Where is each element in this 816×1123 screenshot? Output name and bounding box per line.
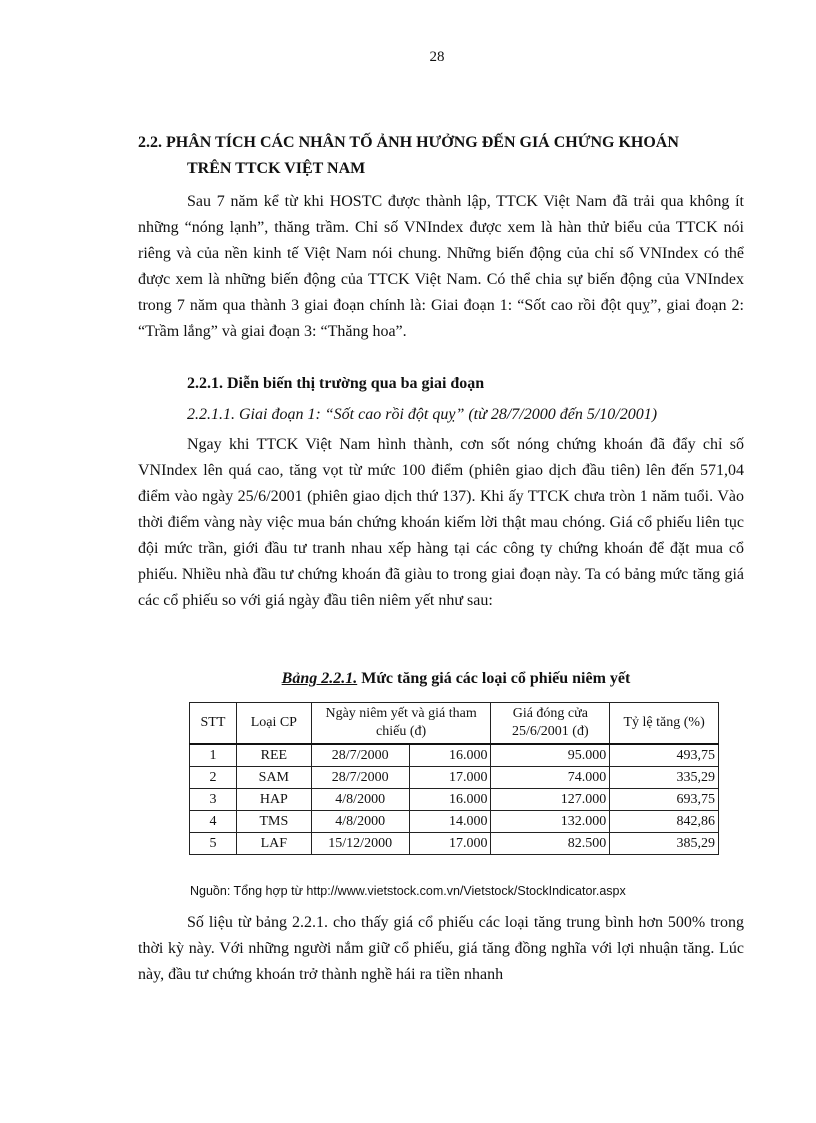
cell-close-price: 82.500: [491, 833, 610, 855]
header-gia-dong-cua: Giá đóng cửa 25/6/2001 (đ): [491, 703, 610, 745]
cell-close-price: 74.000: [491, 767, 610, 789]
cell-date: 4/8/2000: [311, 811, 409, 833]
header-stt: STT: [190, 703, 237, 745]
paragraph-intro: [138, 189, 744, 345]
stock-price-table: [189, 702, 719, 855]
paragraph-analysis-text: Số liệu từ bảng 2.2.1. cho thấy giá cổ phiếu các loại tăng trung bình hơn 500% trong thời kỳ này. Với những người nắm giữ cổ phiếu, giá tăng đồng nghĩa với lợi nhuận tăng. Lúc này, đầu tư chứng khoán trở thành nghề hái ra tiền nhanh: [138, 914, 744, 983]
cell-date: 28/7/2000: [311, 744, 409, 767]
cell-close-price: 127.000: [491, 789, 610, 811]
paragraph-phase1-text: Ngay khi TTCK Việt Nam hình thành, cơn sốt nóng chứng khoán đã đẩy chỉ số VNIndex lên quá cao, tăng vọt từ mức 100 điểm (phiên giao dịch đầu tiên) lên đến 571,04 điểm vào ngày 25/6/2001 (phiên giao dịch thứ 137). Khi ấy TTCK chưa tròn 1 năm tuổi. Vào thời điểm vàng này việc mua bán chứng khoán kiếm lời thật mau chóng. Giá cổ phiếu liên tục đội mức trần, giới đầu tư tranh nhau xếp hàng tại các công ty chứng khoán để đặt mua cổ phiếu. Nhiều nhà đầu tư chứng khoán đã giàu to trong giai đoạn này. Ta có bảng mức tăng giá các cổ phiếu so với giá ngày đầu tiên niêm yết như sau:: [138, 436, 744, 609]
cell-rate: 842,86: [610, 811, 719, 833]
cell-stt: 3: [190, 789, 237, 811]
table-caption-label: Bảng 2.2.1.: [281, 670, 358, 687]
cell-code: SAM: [236, 767, 311, 789]
cell-code: TMS: [236, 811, 311, 833]
cell-ref-price: 16.000: [409, 744, 491, 767]
section-heading-2-2-line2: TRÊN TTCK VIỆT NAM: [187, 160, 366, 177]
cell-rate: 493,75: [610, 744, 719, 767]
cell-ref-price: 17.000: [409, 767, 491, 789]
header-loai-cp: Loại CP: [236, 703, 311, 745]
cell-rate: 335,29: [610, 767, 719, 789]
table-row: [190, 744, 719, 767]
cell-date: 15/12/2000: [311, 833, 409, 855]
subsection-heading-2-2-1: 2.2.1. Diễn biến thị trường qua ba giai đoạn: [187, 375, 485, 392]
cell-rate: 385,29: [610, 833, 719, 855]
cell-ref-price: 16.000: [409, 789, 491, 811]
cell-ref-price: 17.000: [409, 833, 491, 855]
table-row: [190, 811, 719, 833]
header-ty-le-tang: Tỷ lệ tăng (%): [610, 703, 719, 745]
cell-rate: 693,75: [610, 789, 719, 811]
header-ngay-niem-yet: Ngày niêm yết và giá tham chiếu (đ): [311, 703, 491, 745]
table-caption: [0, 670, 816, 688]
cell-code: LAF: [236, 833, 311, 855]
cell-close-price: 132.000: [491, 811, 610, 833]
table-row: [190, 767, 719, 789]
paragraph-analysis: [138, 910, 744, 988]
section-heading-2-2-line1: 2.2. PHÂN TÍCH CÁC NHÂN TỐ ẢNH HƯỞNG ĐẾN GIÁ CHỨNG KHOÁN: [138, 134, 679, 151]
table-row: [190, 789, 719, 811]
table-caption-text: Mức tăng giá các loại cổ phiếu niêm yết: [357, 670, 631, 687]
cell-code: HAP: [236, 789, 311, 811]
paragraph-intro-text: Sau 7 năm kể từ khi HOSTC được thành lập, TTCK Việt Nam đã trải qua không ít những “nóng lạnh”, thăng trầm. Chỉ số VNIndex được xem là hàn thử biểu của TTCK nói riêng và của nền kinh tế Việt Nam nói chung. Những biến động của chỉ số VNIndex có thể được xem là những biến động của TTCK Việt Nam. Có thể chia sự biến động của VNIndex trong 7 năm qua thành 3 giai đoạn chính là: Giai đoạn 1: “Sốt cao rồi đột quỵ”, giai đoạn 2: “Trầm lắng” và giai đoạn 3: “Thăng hoa”.: [138, 193, 744, 340]
subsection-heading-2-2-1-1: 2.2.1.1. Giai đoạn 1: “Sốt cao rồi đột quỵ” (từ 28/7/2000 đến 5/10/2001): [187, 406, 658, 423]
cell-ref-price: 14.000: [409, 811, 491, 833]
table-row: [190, 833, 719, 855]
cell-stt: 2: [190, 767, 237, 789]
cell-date: 4/8/2000: [311, 789, 409, 811]
cell-code: REE: [236, 744, 311, 767]
cell-stt: 1: [190, 744, 237, 767]
cell-stt: 4: [190, 811, 237, 833]
table-source-note: Nguồn: Tổng hợp từ http://www.vietstock.com.vn/Vietstock/StockIndicator.aspx: [190, 884, 626, 898]
table-header-row: [190, 703, 719, 745]
cell-date: 28/7/2000: [311, 767, 409, 789]
cell-stt: 5: [190, 833, 237, 855]
cell-close-price: 95.000: [491, 744, 610, 767]
page-number: 28: [429, 49, 445, 65]
paragraph-phase1: [138, 432, 744, 614]
